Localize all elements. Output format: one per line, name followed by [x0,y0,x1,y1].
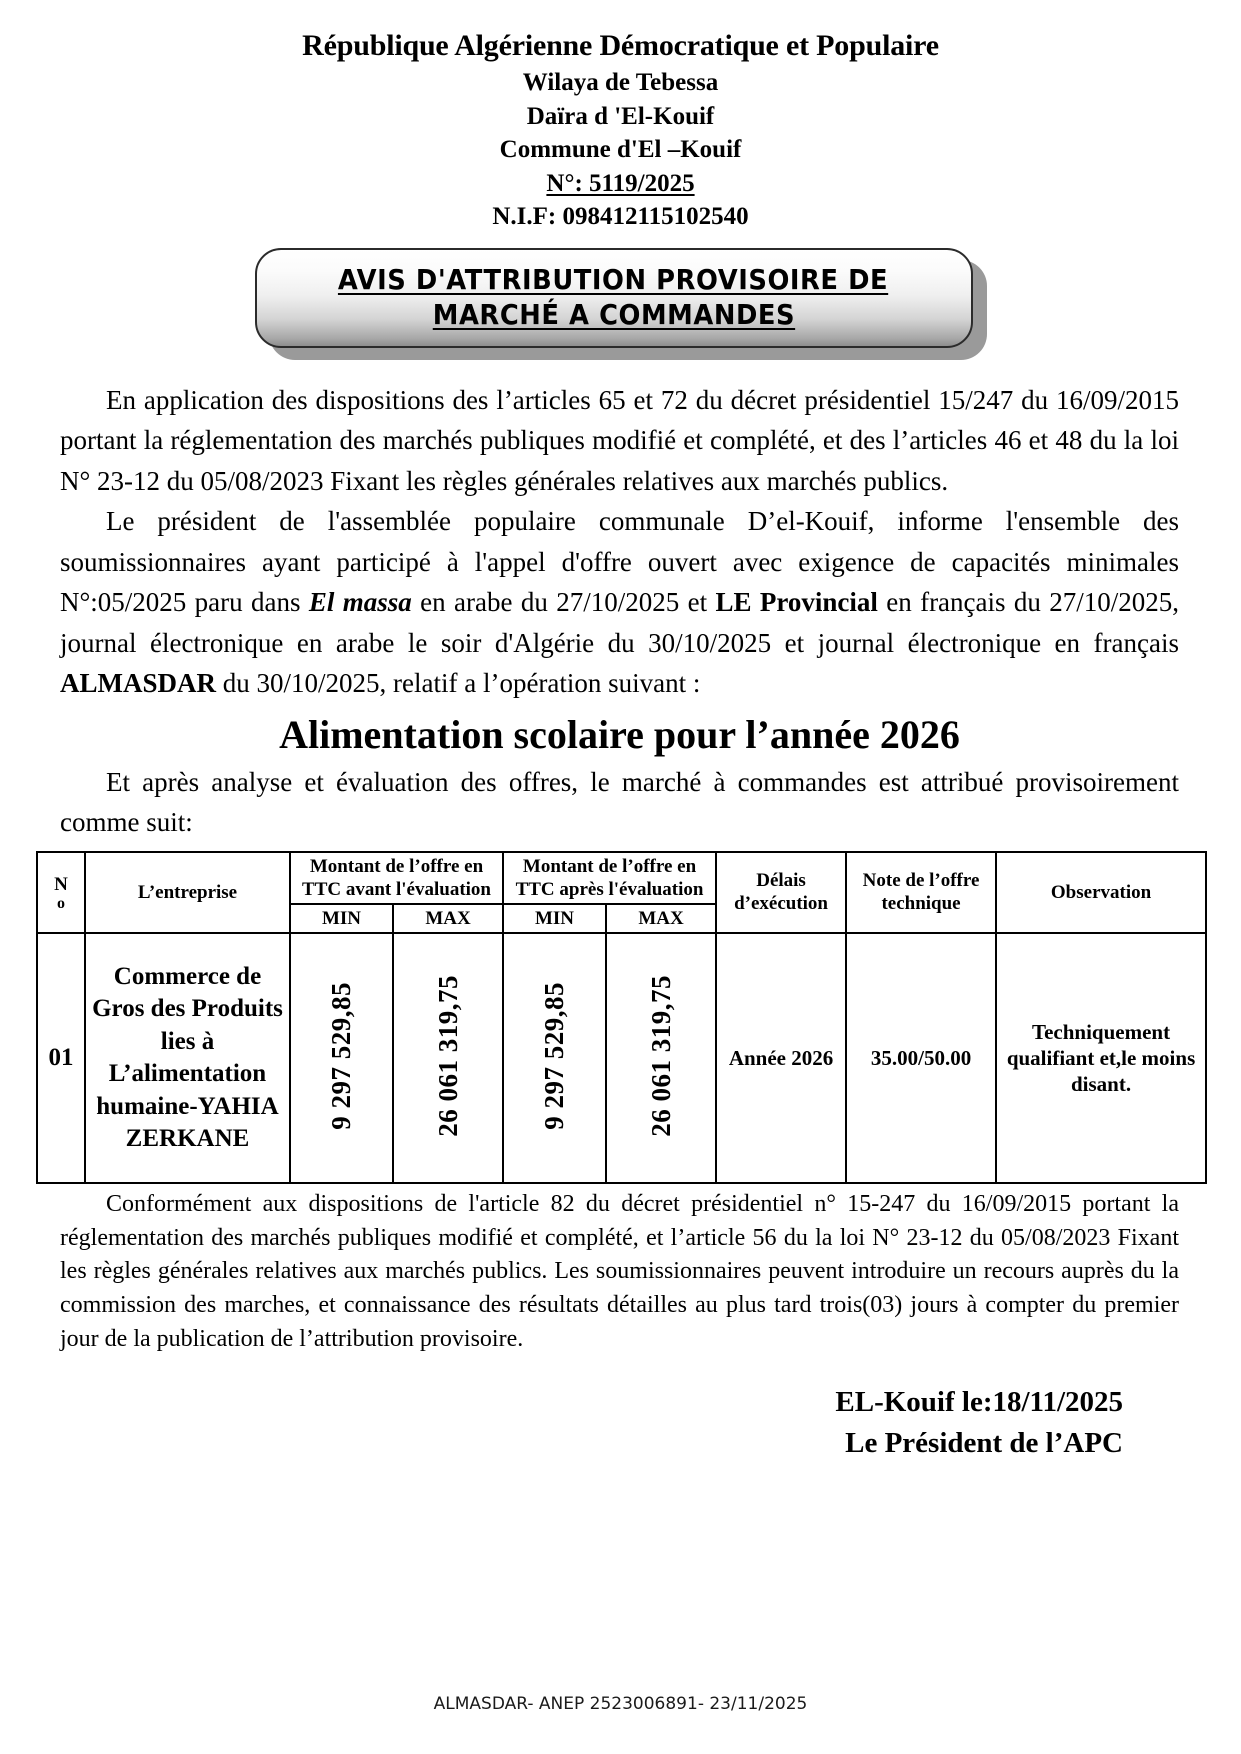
paragraph-legal-basis-text: En application des dispositions des l’articles 65 et 72 du décret présidentiel 15/247 du 16/09/2015 portant la réglementation des marchés publiques modifié et complété, et des l’articles 46 et 48 du la loi N° 23-12 du 05/08/2023 Fixant les règles générales relatives aux marchés publics. [60,384,1179,496]
newspaper-el-massa: El massa [308,587,412,618]
cell-row-number: 01 [37,933,85,1183]
announcement-text-part-2: en arabe du 27/10/2025 et [411,587,716,618]
header-daira: Daïra d 'El-Kouif [526,102,715,130]
appeal-paragraph-text: Conformément aux dispositions de l'article 82 du décret présidentiel n° 15-247 du 16/09/2015 portant la réglementation des marchés publiques modifié et complété, et l’article 56 du la loi N° 23-12 du 05/08/2023 Fixant les règles générales relatives aux marchés publics. Les soumissionnaires peuvent introduire un recours auprès du la commission des marches, et connaissance des résultats détailles au plus tard trois(03) jours à compter du premier jour de la publication de l’attribution provisoire. [60,1191,1179,1352]
cell-before-max [393,933,503,1183]
cell-after-max [606,933,716,1183]
header-commune: Commune d'El –Kouif [499,136,742,164]
announcement-text-part-1: Le président de l'assemblée populaire communale D’el-Kouif, informe l'ensemble des soumissionnaires ayant participé à l'appel d'offre ouvert avec exigence de capacités minimales N°:05/2025 paru dans [60,506,1179,618]
notice-title-banner [255,248,987,360]
cell-before-max-value: 26 061 319,75 [432,974,463,1137]
cell-observation: Techniquement qualifiant et,le moins disant. [996,933,1206,1183]
banner-title-line-1: AVIS D'ATTRIBUTION PROVISOIRE DE [338,262,889,296]
col-header-number [37,852,85,934]
paragraph-legal-basis [60,380,1179,502]
col-header-delais: Délais d’exécution [716,852,846,934]
signature-block [0,1382,1241,1464]
header-nif: N.I.F: 098412115102540 [492,203,749,231]
announcement-text-part-4: du 30/10/2025, relatif a l’opération suivant : [216,668,701,699]
col-header-before-max: MAX [393,904,503,933]
header-republic: République Algérienne Démocratique et Populaire [302,29,939,62]
award-table-body [37,933,1206,1183]
header-reference-number: N°: 5119/2025 [546,169,695,197]
col-header-note-technique: Note de l’offre technique [846,852,996,934]
col-header-number-sub: o [57,895,65,913]
banner-face [255,248,973,348]
col-header-entreprise: L’entreprise [85,852,290,934]
cell-note-technique: 35.00/50.00 [846,933,996,1183]
award-table [36,851,1207,1185]
banner-container [0,248,1241,360]
paragraph-announcement [60,501,1179,704]
cell-after-min [503,933,606,1183]
cell-after-max-value: 26 061 319,75 [645,974,676,1137]
table-intro-text: Et après analyse et évaluation des offres, le marché à commandes est attribué provisoirement comme suit: [60,766,1179,838]
cell-before-min-value: 9 297 529,85 [326,981,356,1130]
signature-place-date: EL-Kouif le:18/11/2025 [835,1386,1123,1419]
newspaper-almasdar: ALMASDAR [60,668,217,699]
appeal-paragraph [60,1188,1179,1356]
header-wilaya: Wilaya de Tebessa [522,69,719,97]
banner-title-line-2: MARCHÉ A COMMANDES [432,297,795,331]
appeal-information-block [0,1188,1241,1356]
table-row [37,933,1206,1183]
body-text-area [0,380,1241,843]
col-header-amount-after: Montant de l’offre en TTC après l'évaluation [503,852,716,904]
newspaper-le-provincial: LE Provincial [715,587,878,618]
cell-entreprise-name: Commerce de Gros des Produits lies à L’alimentation humaine-YAHIA ZERKANE [85,933,290,1183]
cell-after-min-value: 9 297 529,85 [539,981,570,1130]
operation-title: Alimentation scolaire pour l’année 2026 [279,711,960,757]
col-header-number-main: N [54,873,68,895]
col-header-before-min: MIN [290,904,393,933]
cell-before-min [290,933,393,1183]
col-header-after-max: MAX [606,904,716,933]
paragraph-table-intro [60,762,1179,843]
anep-footer: ALMASDAR- ANEP 2523006891- 23/11/2025 [433,1694,808,1714]
award-table-head [37,852,1206,934]
col-header-observation: Observation [996,852,1206,934]
document-header [0,0,1241,234]
cell-delais: Année 2026 [716,933,846,1183]
award-table-container [0,851,1241,1185]
table-header-row-1 [37,852,1206,904]
announcement-text-part-3: en français du 27/10/2025, journal électronique en arabe le soir d'Algérie du 30/10/2025 et journal électronique en français [60,587,1180,658]
signature-title: Le Président de l’APC [845,1427,1123,1460]
col-header-amount-before: Montant de l’offre en TTC avant l'évaluation [290,852,503,904]
col-header-after-min: MIN [503,904,606,933]
